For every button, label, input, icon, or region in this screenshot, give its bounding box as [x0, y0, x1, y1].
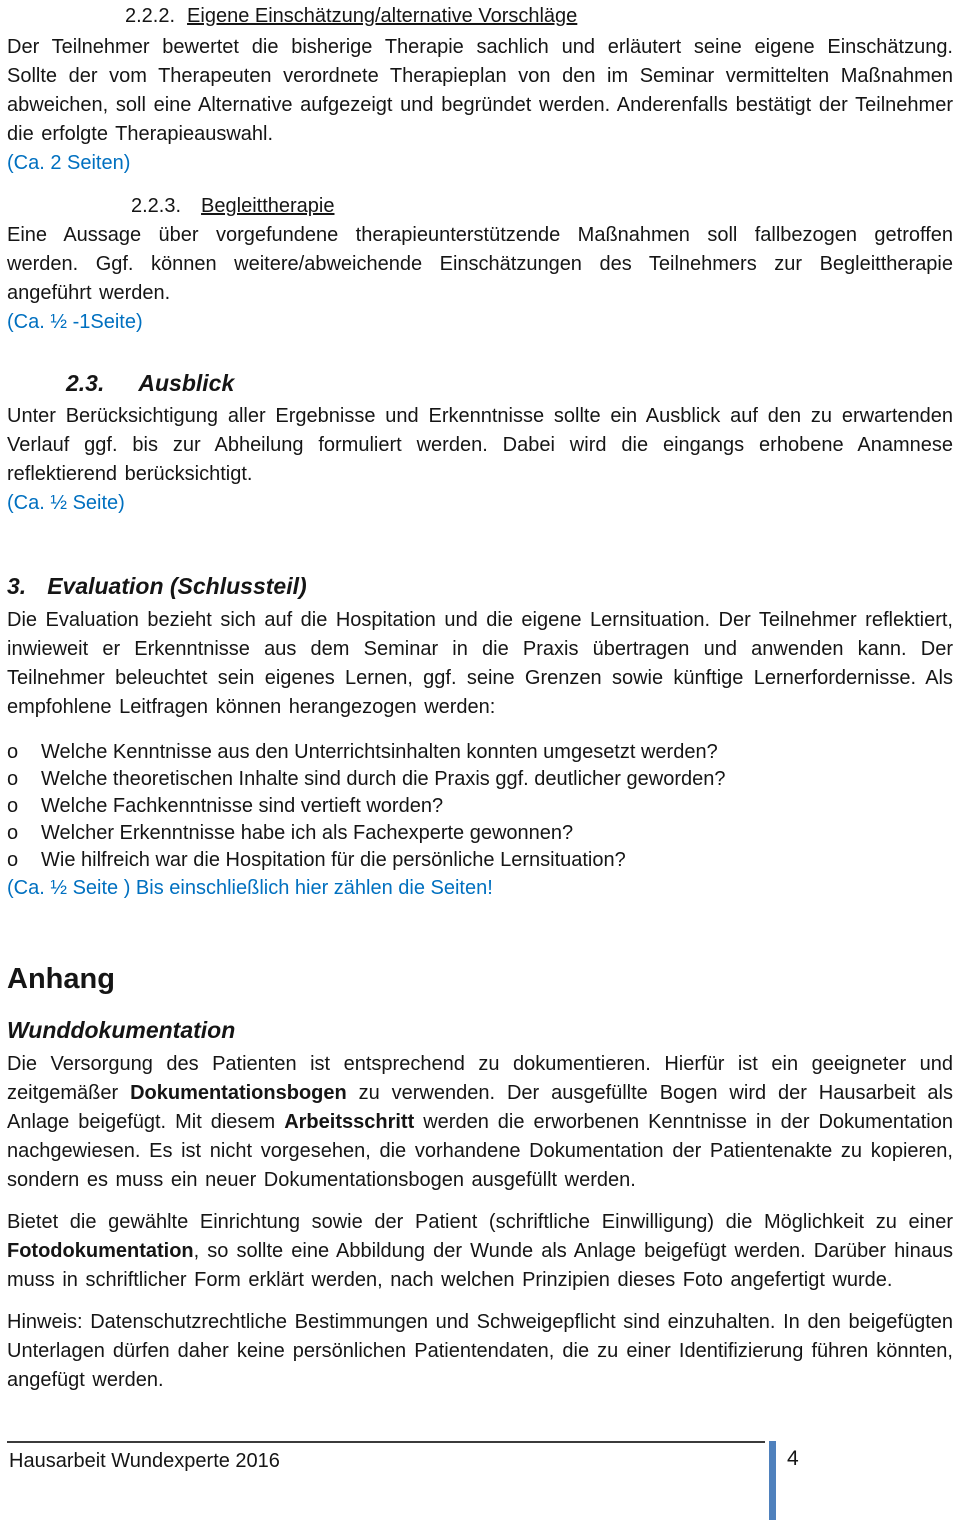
heading-number: 2.3.	[66, 370, 105, 396]
paragraph-2-3: Unter Berücksichtigung aller Ergebnisse und Erkenntnisse sollte ein Ausblick auf den zu erwartenden Verlauf ggf. bis zur Abheilung formuliert werden. Dabei wird die eingangs erhobene Anamnese reflektierend berücksichtigt.	[7, 405, 953, 485]
length-note-2-3: (Ca. ½ Seite)	[7, 492, 125, 514]
paragraph-3: Die Evaluation bezieht sich auf die Hospitation und die eigene Lernsituation. Der Teilnehmer reflektiert, inwieweit er Erkenntnisse aus dem Seminar in die Praxis übertragen und anwenden kann. Der Teilnehmer beleuchtet sein eigenes Lernen, ggf. seine Grenzen sowie künftige Lernerfordernisse. Als empfohlene Leitfragen können herangezogen werden:	[7, 609, 953, 718]
section-heading-2-2-2	[7, 2, 953, 31]
bullet-marker: o	[7, 768, 19, 790]
bullet-text: Welche theoretischen Inhalte sind durch die Praxis ggf. deutlicher geworden?	[41, 768, 726, 790]
page-number: 4	[787, 1447, 799, 1470]
heading-title: Eigene Einschätzung/alternative Vorschläge	[187, 5, 578, 27]
section-heading-2-2-3	[7, 192, 953, 221]
bullet-marker: o	[7, 822, 19, 844]
heading-title: Evaluation (Schlussteil)	[47, 573, 307, 599]
heading-number: 2.2.2.	[125, 5, 176, 27]
bullet-text: Welcher Erkenntnisse habe ich als Fachexperte gewonnen?	[41, 822, 574, 844]
length-note-2-2-3: (Ca. ½ -1Seite)	[7, 311, 143, 333]
wunddokumentation-heading: Wunddokumentation	[7, 1017, 236, 1043]
footer-doc-title: Hausarbeit Wundexperte 2016	[9, 1450, 280, 1472]
anhang-paragraph-3: Hinweis: Datenschutzrechtliche Bestimmungen und Schweigepflicht sind einzuhalten. In den beigefügten Unterlagen dürfen daher keine persönlichen Patientendaten, die zu einer Identifizierung führen könnten, angefügt werden.	[7, 1311, 953, 1391]
footer-rule	[7, 1441, 765, 1443]
bullet-item	[7, 793, 953, 820]
bullet-text: Welche Kenntnisse aus den Unterrichtsinhalten konnten umgesetzt werden?	[41, 741, 718, 763]
bullet-item	[7, 820, 953, 847]
paragraph-2-2-3: Eine Aussage über vorgefundene therapieunterstützende Maßnahmen soll fallbezogen getroffen werden. Ggf. können weitere/abweichende Einschätzungen des Teilnehmers zur Begleittherapie angeführt werden.	[7, 224, 953, 304]
anhang-paragraph-2: Bietet die gewählte Einrichtung sowie der Patient (schriftliche Einwilligung) die Möglichkeit zu einer Fotodokumentation, so sollte eine Abbildung der Wunde als Anlage beigefügt werden. Darüber hinaus muss in schriftlicher Form erklärt werden, nach welchen Prinzipien dieses Foto angefertigt wurde.	[7, 1211, 953, 1291]
bullet-item	[7, 739, 953, 766]
bullet-marker: o	[7, 795, 19, 817]
heading-number: 3.	[7, 573, 27, 599]
heading-title: Ausblick	[138, 370, 235, 396]
page-number-accent-bar	[769, 1441, 776, 1520]
footer	[7, 1441, 953, 1520]
anhang-paragraph-1: Die Versorgung des Patienten ist entsprechend zu dokumentieren. Hierfür ist ein geeigneter und zeitgemäßer Dokumentationsbogen zu verwenden. Der ausgefüllte Bogen wird der Hausarbeit als Anlage beigefügt. Mit diesem Arbeitsschritt werden die erworbenen Kenntnisse in der Dokumentation nachgewiesen. Es ist nicht vorgesehen, die vorhandene Dokumentation der Patientenakte zu kopieren, sondern es muss ein neuer Dokumentationsbogen ausgefüllt werden.	[7, 1053, 953, 1191]
bullet-text: Welche Fachkenntnisse sind vertieft worden?	[41, 795, 444, 817]
leitfragen-bullet-list	[7, 739, 953, 874]
section-heading-3	[7, 570, 953, 603]
length-note-2-2-2: (Ca. 2 Seiten)	[7, 152, 131, 174]
bullet-item	[7, 847, 953, 874]
bullet-text: Wie hilfreich war die Hospitation für die persönliche Lernsituation?	[41, 849, 626, 871]
heading-number: 2.2.3.	[131, 195, 182, 217]
paragraph-2-2-2: Der Teilnehmer bewertet die bisherige Therapie sachlich und erläutert seine eigene Einschätzung. Sollte der vom Therapeuten verordnete Therapieplan von den im Seminar vermittelten Maßnahmen abweichen, soll eine Alternative aufgezeigt und begründet werden. Anderenfalls bestätigt der Teilnehmer die erfolgte Therapieauswahl.	[7, 36, 953, 145]
bullet-marker: o	[7, 849, 19, 871]
heading-title: Begleittherapie	[201, 195, 335, 217]
bullet-marker: o	[7, 741, 19, 763]
anhang-heading: Anhang	[7, 963, 115, 995]
length-note-3: (Ca. ½ Seite ) Bis einschließlich hier zählen die Seiten!	[7, 877, 493, 899]
bullet-item	[7, 766, 953, 793]
section-heading-2-3	[7, 367, 953, 400]
